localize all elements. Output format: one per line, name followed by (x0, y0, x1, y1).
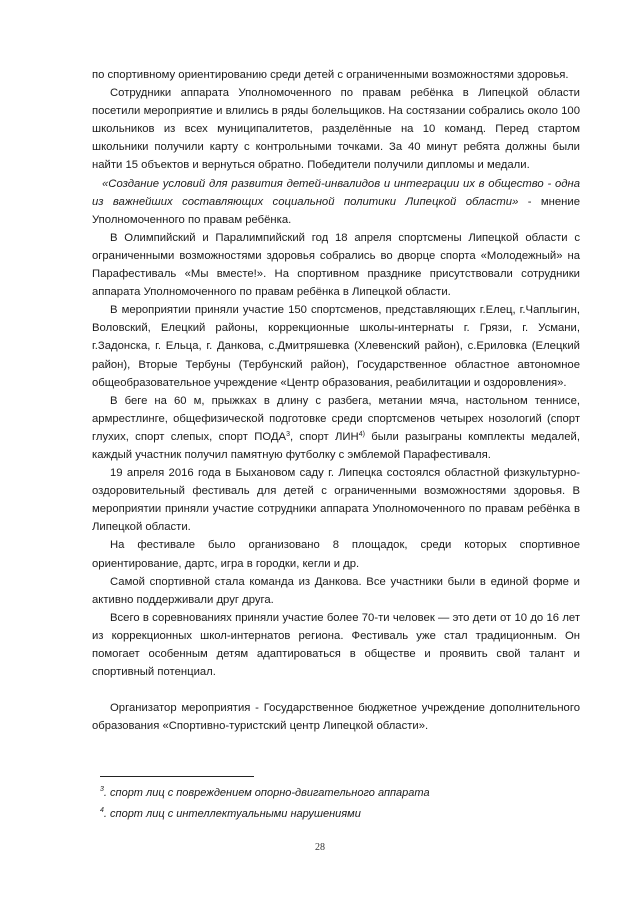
paragraph-gap (92, 681, 580, 699)
paragraph-organizer: Организатор мероприятия - Государственное бюджетное учреждение дополнительного образования «Спортивно-туристский центр Липецкой области». (92, 702, 580, 733)
footnote-number: 3 (100, 786, 104, 793)
page-number: 28 (315, 842, 325, 853)
paragraph-festival: 19 апреля 2016 года в Быхановом саду г. Липецка состоялся областной физкультурно-оздоровительный фестиваль для детей с ограниченными возможностями здоровья. В мероприятии приняли участие сотрудники аппарата Уполномоченного по правам ребёнка в Липецкой области. (92, 467, 580, 534)
paragraph-events (92, 392, 580, 464)
footnote-text: . спорт лиц с интеллектуальными нарушениями (103, 808, 361, 820)
paragraph-parafestival: В Олимпийский и Паралимпийский год 18 апреля спортсмены Липецкой области с ограниченными возможностями здоровья собрались во дворце спорта «Молодежный» на Парафестиваль «Мы вместе!». На спортивном празднике присутствовали сотрудники аппарата Уполномоченного по правам ребёнка в Липецкой области. (92, 231, 580, 299)
paragraph-continuation: по спортивному ориентированию среди детей с ограниченными возможностями здоровья. (92, 69, 569, 81)
quote-attribution: - мнение Уполномоченного по правам ребёнка. (92, 195, 580, 226)
footnote-number: 4 (100, 807, 104, 814)
paragraph-participants: В мероприятии приняли участие 150 спортсменов, представляющих г.Елец, г.Чаплыгин, Воловский, Елецкий районы, коррекционные школы-интернаты г. Грязи, г. Усмани, г.Задонска, г. Ельца, г. Данкова, с.Дмитряшевка (Хлевенский район), с.Ериловка (Елецкий район), Вторые Тербуны (Тербунский район), Государственное областное автономное общеобразовательное учреждение «Центр образования, реабилитации и оздоровления». (92, 304, 580, 389)
footnotes (100, 781, 560, 823)
footnote-ref-4: 4) (358, 430, 365, 438)
footnote-divider (100, 776, 254, 777)
footnote-3 (100, 781, 560, 802)
footnote-text: . спорт лиц с повреждением опорно-двигательного аппарата (103, 787, 430, 799)
paragraph-venues: На фестивале было организовано 8 площадок, среди которых спортивное ориентирование, дартс, игра в городки, кегли и др. (92, 539, 580, 570)
paragraph-orienteering: Сотрудники аппарата Уполномоченного по правам ребёнка в Липецкой области посетили мероприятие и влились в ряды болельщиков. На состязании собрались около 100 школьников из всех муниципалитетов, разделённые на 10 команд. Перед стартом школьники получили карту с контрольными точками. За 40 минут ребята должны были найти 15 объектов и вернуться обратно. Победители получили дипломы и медали. (92, 87, 580, 172)
paragraph-summary: Всего в соревнованиях приняли участие более 70-ти человек — это дети от 10 до 16 лет из коррекционных школ-интернатов региона. Фестиваль уже стал традиционным. Он помогает особенным детям адаптироваться в обществе и проявить свой талант и спортивный потенциал. (92, 611, 580, 679)
footnote-4 (100, 802, 560, 823)
paragraph-quote (92, 175, 580, 229)
paragraph-team: Самой спортивной стала команда из Данкова. Все участники были в единой форме и активно поддерживали друг друга. (92, 575, 580, 606)
footnote-ref-3: 3 (286, 430, 290, 438)
quote-text: «Создание условий для развития детей-инвалидов и интеграции их в общество - одна из важнейших составляющих социальной политики Липецкой области» (92, 177, 580, 208)
events-text-1: В беге на 60 м, прыжках в длину с разбега, метании мяча, настольном теннисе, армрестлинге, общефизической подготовке среди спортсменов четырех нозологий (спорт глухих, спорт слепых, спорт ПОДА (92, 394, 580, 443)
events-text-2: , спорт ЛИН (289, 430, 359, 443)
document-body (92, 66, 580, 735)
events-text-3: были разыграны комплекты медалей, каждый участник получил памятную футболку с эмблемой Парафестиваля. (92, 430, 580, 461)
